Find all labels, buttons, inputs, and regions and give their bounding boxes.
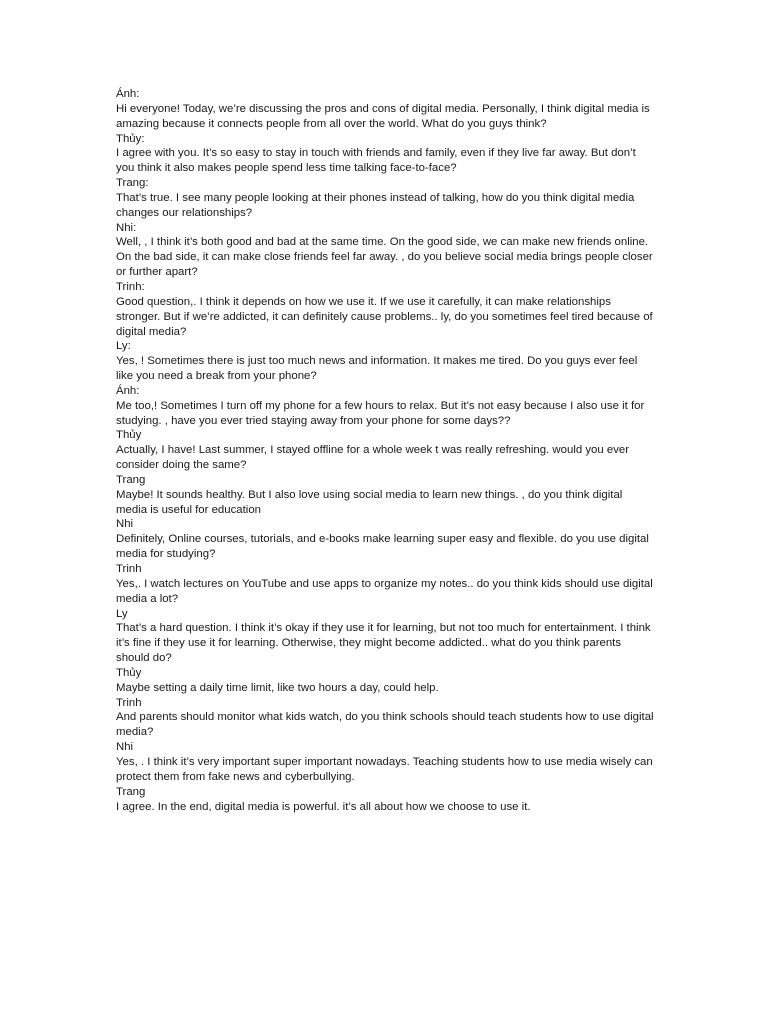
dialogue-turn bbox=[116, 562, 656, 607]
utterance-text: That’s true. I see many people looking at their phones instead of talking, how do you think digital media changes our relationships? bbox=[116, 191, 635, 219]
speaker-name: Trang: bbox=[116, 177, 149, 190]
utterance-text: Well, , I think it’s both good and bad at the same time. On the good side, we can make new friends online. On the bad side, it can make close friends feel far away. , do you believe social media brings people closer or further apart? bbox=[116, 236, 653, 279]
speaker-name: Ánh: bbox=[116, 384, 140, 397]
utterance-text: Hi everyone! Today, we’re discussing the pros and cons of digital media. Personally, I think digital media is amazing because it connects people from all over the world. What do you guys think? bbox=[116, 102, 650, 130]
speaker-name: Thủy bbox=[116, 666, 142, 679]
dialogue-turn bbox=[116, 666, 656, 696]
dialogue-turn bbox=[116, 132, 656, 177]
dialogue-turn bbox=[116, 87, 656, 132]
dialogue-turn bbox=[116, 696, 656, 741]
speaker-name: Trinh bbox=[116, 696, 142, 709]
dialogue-turn bbox=[116, 384, 656, 429]
utterance-text: I agree with you. It’s so easy to stay in touch with friends and family, even if they live far away. But don’t you think it also makes people spend less time talking face-to-face? bbox=[116, 147, 636, 175]
speaker-name: Nhi bbox=[116, 741, 134, 754]
dialogue-turn bbox=[116, 517, 656, 562]
speaker-name: Trang bbox=[116, 473, 146, 486]
speaker-name: Ánh: bbox=[116, 88, 140, 100]
dialogue-turn bbox=[116, 785, 656, 815]
speaker-name: Thủy bbox=[116, 429, 142, 442]
speaker-name: Nhi: bbox=[116, 221, 137, 234]
dialogue-turn bbox=[116, 740, 656, 785]
dialogue-turn bbox=[116, 473, 656, 518]
speaker-name: Trinh: bbox=[116, 280, 145, 293]
utterance-text: Yes, . I think it’s very important super important nowadays. Teaching students how to use media wisely can protect them from fake news and cyberbullying. bbox=[116, 755, 653, 783]
utterance-text: Definitely, Online courses, tutorials, and e-books make learning super easy and flexible. do you use digital media for studying? bbox=[116, 533, 649, 561]
utterance-text: Yes, ! Sometimes there is just too much news and information. It makes me tired. Do you guys ever feel like you need a break from your phone? bbox=[116, 355, 638, 383]
utterance-text: Yes,. I watch lectures on YouTube and use apps to organize my notes.. do you think kids should use digital media a lot? bbox=[116, 577, 653, 605]
utterance-text: That’s a hard question. I think it’s okay if they use it for learning, but not too much for entertainment. I think it’s fine if they use it for learning. Otherwise, they might become addicted.. what do you think parents should do? bbox=[116, 622, 651, 665]
dialogue-turn bbox=[116, 339, 656, 384]
dialogue-transcript bbox=[116, 87, 656, 814]
dialogue-turn bbox=[116, 280, 656, 339]
utterance-text: Maybe! It sounds healthy. But I also love using social media to learn new things. , do you think digital media is useful for education bbox=[116, 488, 623, 516]
utterance-text: I agree. In the end, digital media is powerful. it’s all about how we choose to use it. bbox=[116, 800, 531, 813]
speaker-name: Nhi bbox=[116, 518, 134, 531]
dialogue-turn bbox=[116, 176, 656, 221]
utterance-text: Maybe setting a daily time limit, like two hours a day, could help. bbox=[116, 681, 439, 694]
dialogue-turn bbox=[116, 428, 656, 473]
speaker-name: Thủy: bbox=[116, 132, 145, 145]
utterance-text: And parents should monitor what kids watch, do you think schools should teach students how to use digital media? bbox=[116, 711, 654, 739]
speaker-name: Ly bbox=[116, 607, 128, 620]
utterance-text: Good question,. I think it depends on how we use it. If we use it carefully, it can make relationships stronger. But if we’re addicted, it can definitely cause problems.. ly, do you sometimes feel tired because of digital media? bbox=[116, 295, 653, 338]
dialogue-turn bbox=[116, 221, 656, 280]
speaker-name: Trinh bbox=[116, 563, 142, 575]
dialogue-turn bbox=[116, 607, 656, 666]
utterance-text: Actually, I have! Last summer, I stayed offline for a whole week t was really refreshing. would you ever consider doing the same? bbox=[116, 444, 630, 472]
speaker-name: Ly: bbox=[116, 340, 131, 353]
utterance-text: Me too,! Sometimes I turn off my phone for a few hours to relax. But it’s not easy because I also use it for studying. , have you ever tried staying away from your phone for some days?? bbox=[116, 399, 645, 427]
speaker-name: Trang bbox=[116, 785, 146, 798]
